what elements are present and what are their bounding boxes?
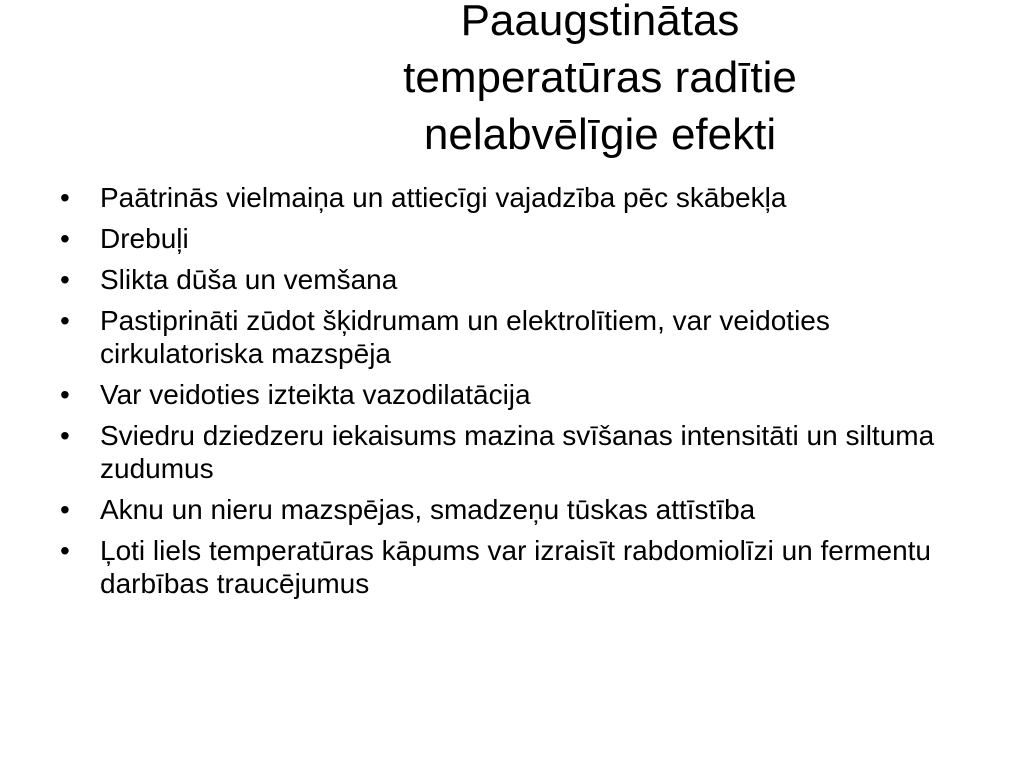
bullet-item: • Drebuļi: [100, 222, 980, 255]
bullet-list: [100, 181, 980, 608]
bullet-item: • Paātrinās vielmaiņa un attiecīgi vajadzība pēc skābekļa: [100, 181, 980, 214]
slide-title-line: temperatūras radītie: [403, 53, 797, 102]
bullet-item: • Slikta dūša un vemšana: [100, 263, 980, 296]
bullet-item: • Ļoti liels temperatūras kāpums var izraisīt rabdomiolīzi un fermentu darbības traucējumus: [100, 534, 980, 600]
bullet-item: • Pastiprināti zūdot šķidrumam un elektrolītiem, var veidoties cirkulatoriska mazspēja: [100, 304, 980, 370]
slide-title: [300, 0, 900, 163]
slide-title-line: Paaugstinātas: [460, 0, 740, 45]
slide-title-line: nelabvēlīgie efekti: [423, 110, 777, 159]
bullet-item: • Sviedru dziedzeru iekaisums mazina svīšanas intensitāti un siltuma zudumus: [100, 419, 980, 485]
bullet-item: • Aknu un nieru mazspējas, smadzeņu tūskas attīstība: [100, 493, 980, 526]
bullet-item: • Var veidoties izteikta vazodilatācija: [100, 378, 980, 411]
